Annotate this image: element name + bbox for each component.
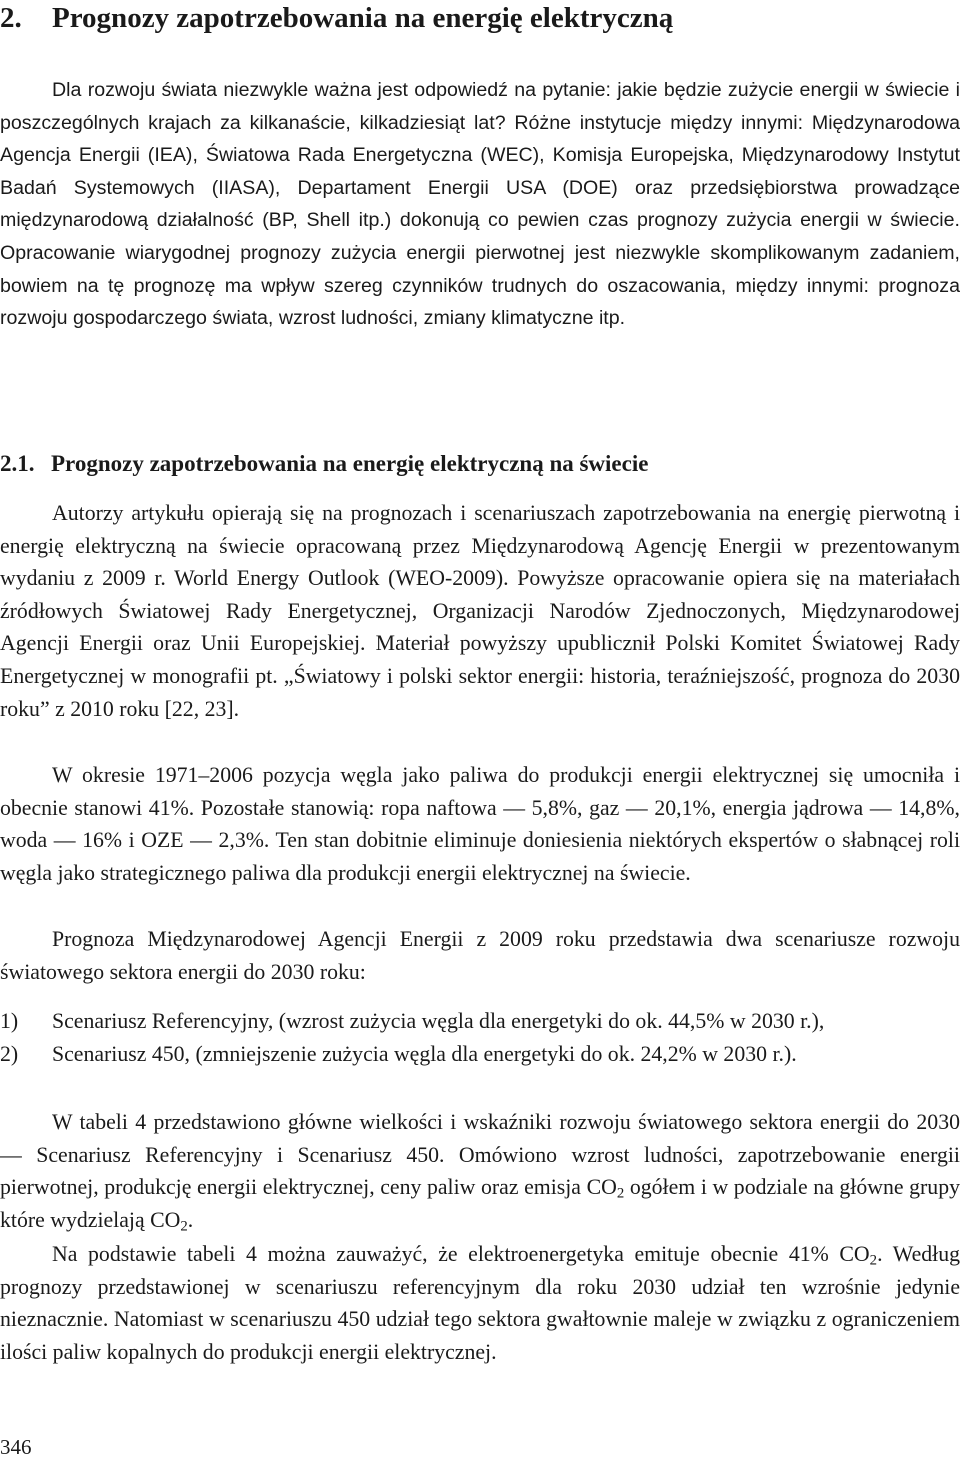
section-title: Prognozy zapotrzebowania na energię elektryczną — [52, 2, 674, 34]
list-item-text: Scenariusz 450, (zmniejszenie zużycia węgla dla energetyki do ok. 24,2% w 2030 r.). — [52, 1041, 797, 1066]
intro-paragraph: Dla rozwoju świata niezwykle ważna jest odpowiedź na pytanie: jakie będzie zużycie energii w świecie i poszczególnych krajach za kilkanaście, kilkadziesiąt lat? Różne instytucje między innymi: Międzynarodowa Agencja Energii (IEA), Światowa Rada Energetyczna (WEC), Komisja Europejska, Międzynarodowy Instytut Badań Systemowych (IIASA), Departament Energii USA (DOE) oraz przedsiębiorstwa prowadzące międzynarodową działalność (BP, Shell itp.) dokonują co pewien czas prognozy zużycia energii w świecie. Opracowanie wiarygodnej prognozy zużycia energii pierwotnej jest niezwykle skomplikowanym zadaniem, bowiem na tę prognozę ma wpływ szereg czynników trudnych do oszacowania, między innymi: prognoza rozwoju gospodarczego świata, wzrost ludności, zmiany klimatyczne itp. — [0, 79, 960, 330]
list-marker: 2) — [0, 1041, 19, 1066]
paragraph-coal-share: W okresie 1971–2006 pozycja węgla jako paliwa do produkcji energii elektrycznej się umocniła i obecnie stanowi 41%. Pozostałe stanowią: ropa naftowa — 5,8%, gaz — 20,1%, energia jądrowa — 14,8%, woda — 16% i OZE — 2,3%. Ten stan dobitnie eliminuje doniesienia niektórych ekspertów o słabnącej roli węgla jako strategicznego paliwa dla produkcji energii elektrycznej na świecie. — [0, 763, 960, 885]
paragraph-table-4 — [0, 1106, 960, 1236]
page-number: 346 — [0, 1435, 32, 1459]
subscript: 2 — [180, 1218, 188, 1235]
list-item-text: Scenariusz Referencyjny, (wzrost zużycia węgla dla energetyki do ok. 44,5% w 2030 r.), — [52, 1009, 825, 1033]
section-heading — [0, 2, 960, 34]
paragraph-text: W tabeli 4 przedstawiono główne wielkości i wskaźniki rozwoju światowego sektora energii do 2030 — Scenariusz Referencyjny i Scenariusz 450. Omówiono wzrost ludności, zapotrzebowanie energii pierwotnej, produkcję energii elektrycznej, ceny paliw oraz emisja CO — [0, 1110, 960, 1200]
paragraph-emissions — [0, 1238, 960, 1368]
section-number: 2. — [0, 2, 22, 34]
subscript: 2 — [869, 1252, 878, 1269]
list-marker: 1) — [0, 1009, 19, 1033]
subsection-heading — [0, 450, 960, 478]
list-item — [0, 1005, 960, 1038]
list-item — [0, 1038, 960, 1071]
subsection-number: 2.1. — [0, 451, 35, 476]
subsection-title: Prognozy zapotrzebowania na energię elektryczną na świecie — [51, 451, 649, 476]
paragraph-text: Na podstawie tabeli 4 można zauważyć, że elektroenergetyka emituje obecnie 41% CO — [52, 1242, 870, 1266]
scenario-list — [0, 1005, 960, 1070]
paragraph-text: . Według prognozy przedstawionej w scenariuszu referencyjnym dla roku 2030 udział ten wzrośnie jedynie nieznacznie. Natomiast w scenariuszu 450 udział tego sektora gwałtownie maleje w związku z ograniczeniem ilości paliw kopalnych do produkcji energii elektrycznej. — [0, 1242, 960, 1364]
paragraph-scenarios-intro: Prognoza Międzynarodowej Agencji Energii z 2009 roku przedstawia dwa scenariusze rozwoju światowego sektora energii do 2030 roku: — [0, 927, 960, 984]
paragraph-weo: Autorzy artykułu opierają się na prognozach i scenariuszach zapotrzebowania na energię pierwotną i energię elektryczną na świecie opracowaną przez Międzynarodową Agencję Energii w prezentowanym wydaniu z 2009 r. World Energy Outlook (WEO-2009). Powyższe opracowanie opiera się na materiałach źródłowych Światowej Rady Energetycznej, Organizacji Narodów Zjednoczonych, Międzynarodowej Agencji Energii oraz Unii Europejskiej. Materiał powyższy upublicznił Polski Komitet Światowej Rady Energetycznej w monografii pt. „Światowy i polski sektor energii: historia, teraźniejszość, prognoza do 2030 roku” z 2010 roku [22, 23]. — [0, 501, 960, 721]
paragraph-text: ogółem i w podziale na główne grupy które wydzielają CO — [0, 1175, 960, 1232]
paragraph-text: . — [187, 1207, 194, 1232]
subscript: 2 — [616, 1185, 625, 1202]
